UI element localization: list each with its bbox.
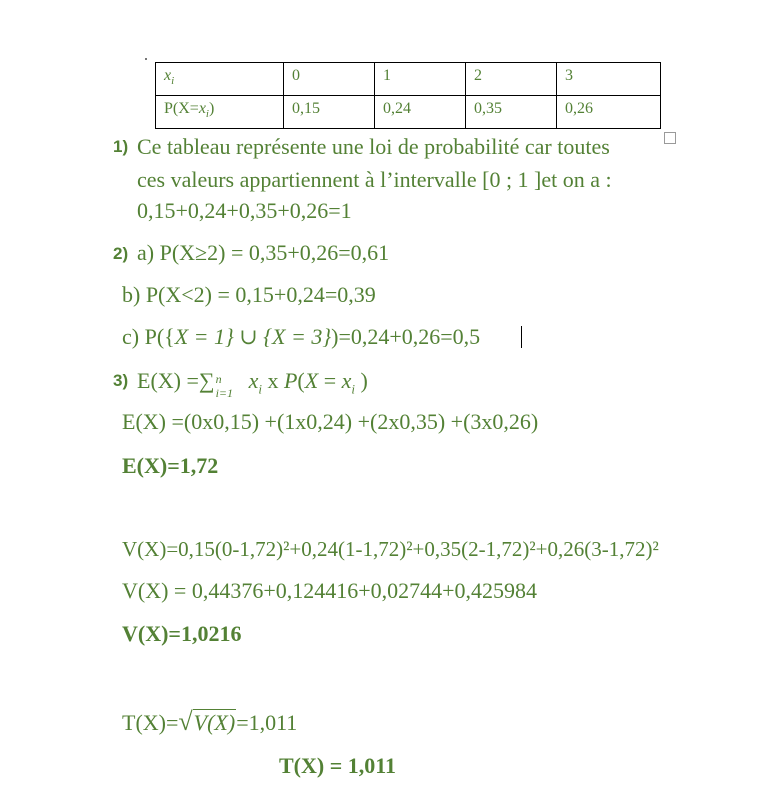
question-number: 1)	[113, 137, 129, 156]
e-definition: E(X) =∑ n i=1 $x_i$ x $P(X = x_i$ )	[137, 368, 368, 400]
question-number: 3)	[113, 371, 129, 390]
t-radicand: V(X)	[193, 710, 236, 735]
resize-handle[interactable]	[664, 132, 676, 144]
q1-line: ces valeurs appartiennent à l’intervalle [0 ; 1 ]et on a :	[137, 167, 612, 192]
table-row	[156, 96, 661, 129]
probability-table	[155, 62, 661, 129]
table-cell: $x_i$	[156, 63, 284, 96]
e-result: E(X)=1,72	[122, 453, 219, 478]
table-cell: 3	[557, 63, 661, 96]
q2-c-result: )=0,24+0,26=0,5	[331, 324, 481, 349]
q2-c	[122, 324, 480, 350]
t-formula: T(X)=√V(X)=1,011	[122, 707, 298, 736]
e-definition-prefix: E(X) =	[137, 368, 199, 393]
q1-line: 0,15+0,24+0,35+0,26=1	[137, 198, 352, 223]
stray-dot	[145, 58, 147, 60]
table-cell: 0	[284, 63, 375, 96]
q2-a: a) P(X≥2) = 0,35+0,26=0,61	[137, 240, 390, 265]
q2-c-prefix: c) P({	[122, 324, 175, 349]
q1-line: Ce tableau représente une loi de probabilité car toutes	[137, 134, 610, 159]
text-cursor	[521, 326, 522, 348]
table-cell: 0,35	[466, 96, 557, 129]
e-expanded: E(X) =(0x0,15) +(1x0,24) +(2x0,35) +(3x0,26)	[122, 409, 539, 434]
table-cell: 0,26	[557, 96, 661, 129]
q2-c-formula: X = 1} ∪ {X = 3}	[174, 324, 332, 349]
table-cell: 2	[466, 63, 557, 96]
t-result: T(X) = 1,011	[279, 753, 397, 778]
v-formula: V(X)=0,15(0-1,72)²+0,24(1-1,72)²+0,35(2-1,72)²+0,26(3-1,72)²	[122, 537, 659, 561]
table-cell: 0,24	[375, 96, 466, 129]
table-cell: 0,15	[284, 96, 375, 129]
v-expanded: V(X) = 0,44376+0,124416+0,02744+0,425984	[122, 578, 538, 603]
table-cell: 1	[375, 63, 466, 96]
question-number: 2)	[113, 244, 129, 263]
table-cell: $P(X=x_i)$	[156, 96, 284, 129]
v-result: V(X)=1,0216	[122, 621, 242, 646]
q2-b: b) P(X<2) = 0,15+0,24=0,39	[122, 282, 376, 307]
table-row	[156, 63, 661, 96]
t-prefix: T(X)=	[122, 710, 179, 735]
t-value: =1,011	[236, 710, 298, 735]
